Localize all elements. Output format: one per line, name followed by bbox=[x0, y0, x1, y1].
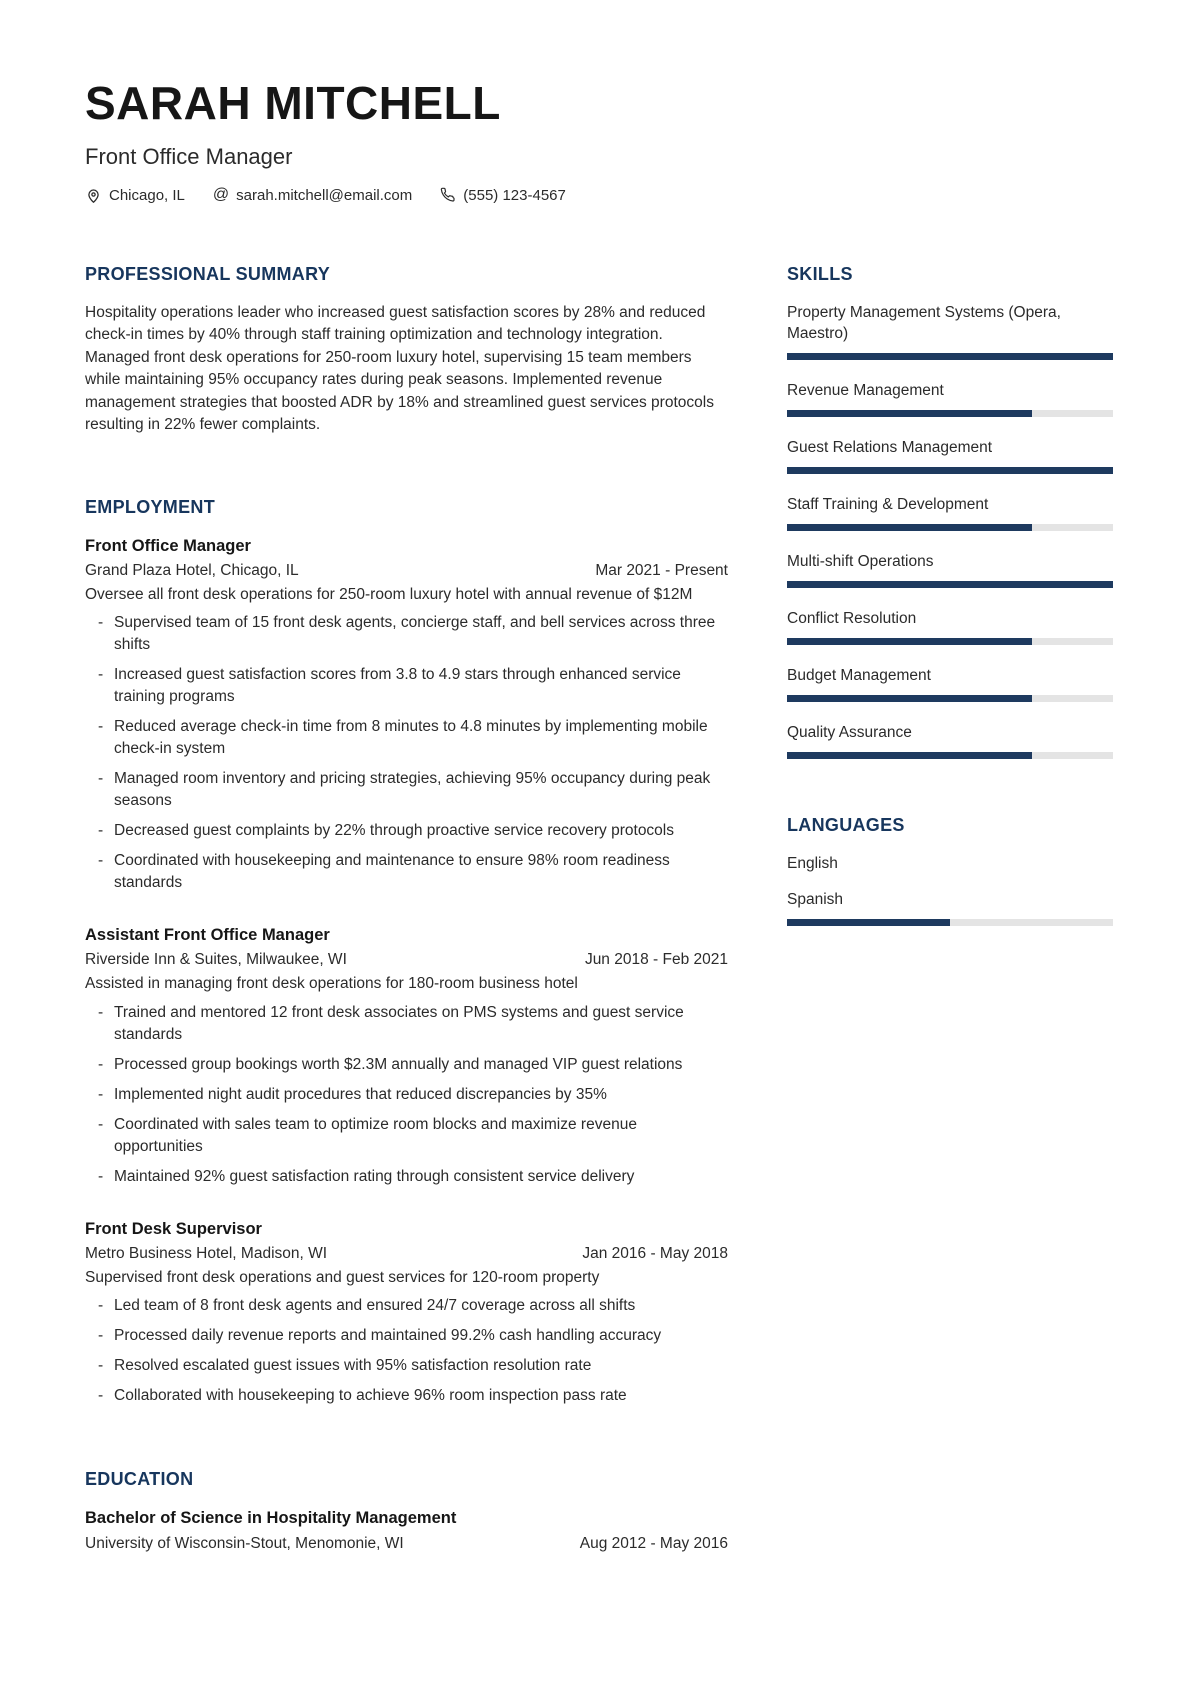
job-bullet-list bbox=[85, 612, 728, 894]
skill-bar bbox=[787, 467, 1113, 474]
bullet-dash: - bbox=[98, 1357, 104, 1375]
skill-item bbox=[787, 380, 1113, 417]
job-bullet bbox=[85, 1114, 728, 1158]
job-entry bbox=[85, 924, 728, 1188]
language-bar bbox=[787, 919, 1113, 926]
contact-row bbox=[85, 187, 1113, 204]
education-heading: EDUCATION bbox=[85, 1469, 194, 1490]
skill-bar bbox=[787, 353, 1113, 360]
job-bullet-list bbox=[85, 1002, 728, 1188]
job-bullet bbox=[85, 1385, 728, 1407]
language-label: Spanish bbox=[787, 890, 844, 908]
skill-label: Multi-shift Operations bbox=[787, 552, 934, 570]
skill-item bbox=[787, 494, 1113, 531]
bullet-text: Maintained 92% guest satisfaction rating through consistent service delivery bbox=[114, 1167, 635, 1185]
languages-heading: LANGUAGES bbox=[787, 814, 905, 835]
bullet-text: Collaborated with housekeeping to achieve 96% room inspection pass rate bbox=[114, 1387, 627, 1405]
education-entry bbox=[85, 1507, 728, 1555]
bullet-dash: - bbox=[98, 1003, 104, 1021]
skill-bar bbox=[787, 695, 1113, 702]
skill-label: Staff Training & Development bbox=[787, 495, 989, 513]
summary-section bbox=[85, 264, 728, 437]
skill-label: Budget Management bbox=[787, 666, 931, 684]
skill-bar bbox=[787, 524, 1113, 531]
bullet-dash: - bbox=[98, 1115, 104, 1133]
bullet-text: Reduced average check-in time from 8 minutes to 4.8 minutes by implementing mobile check-in system bbox=[114, 718, 708, 758]
job-meta-row bbox=[85, 949, 728, 971]
skill-item bbox=[787, 722, 1113, 759]
phone-text: (555) 123-4567 bbox=[463, 186, 566, 204]
email-text: sarah.mitchell@email.com bbox=[236, 186, 413, 204]
skill-item bbox=[787, 665, 1113, 702]
education-meta-row bbox=[85, 1533, 728, 1555]
job-bullet bbox=[85, 1355, 728, 1377]
phone-icon bbox=[440, 187, 456, 203]
bullet-text: Increased guest satisfaction scores from 3.8 to 4.9 stars through enhanced service training programs bbox=[114, 666, 681, 706]
job-dates: Jun 2018 - Feb 2021 bbox=[584, 951, 728, 969]
language-item bbox=[787, 889, 1113, 926]
job-meta-row bbox=[85, 1243, 728, 1265]
job-description: Oversee all front desk operations for 250-room luxury hotel with annual revenue of $12M bbox=[85, 585, 693, 603]
job-bullet bbox=[85, 768, 728, 812]
job-title: Front Office Manager bbox=[85, 536, 251, 555]
skill-label: Conflict Resolution bbox=[787, 609, 917, 627]
jobs-list bbox=[85, 535, 728, 1408]
job-bullet bbox=[85, 1325, 728, 1347]
bullet-dash: - bbox=[98, 614, 104, 632]
bullet-text: Resolved escalated guest issues with 95% satisfaction resolution rate bbox=[114, 1357, 592, 1375]
bullet-dash: - bbox=[98, 1327, 104, 1345]
sidebar-column bbox=[787, 264, 1113, 1556]
skill-bar-fill bbox=[787, 524, 1032, 531]
contact-location bbox=[85, 187, 185, 204]
at-icon: @ bbox=[212, 186, 230, 204]
job-bullet bbox=[85, 664, 728, 708]
bullet-text: Coordinated with sales team to optimize room blocks and maximize revenue opportunities bbox=[114, 1115, 637, 1155]
bullet-text: Supervised team of 15 front desk agents, concierge staff, and bell services across three shifts bbox=[114, 614, 716, 654]
bullet-dash: - bbox=[98, 666, 104, 684]
skill-label: Guest Relations Management bbox=[787, 438, 993, 456]
school-name: University of Wisconsin-Stout, Menomonie, WI bbox=[85, 1535, 404, 1553]
company-name: Riverside Inn & Suites, Milwaukee, WI bbox=[85, 951, 347, 969]
skill-bar-fill bbox=[787, 410, 1032, 417]
job-dates: Mar 2021 - Present bbox=[595, 561, 728, 579]
job-bullet bbox=[85, 1002, 728, 1046]
job-bullet bbox=[85, 820, 728, 842]
bullet-text: Coordinated with housekeeping and maintenance to ensure 98% room readiness standards bbox=[114, 852, 670, 892]
content-columns bbox=[85, 264, 1113, 1556]
skill-item bbox=[787, 608, 1113, 645]
employment-heading: EMPLOYMENT bbox=[85, 496, 216, 517]
skills-list bbox=[787, 302, 1113, 759]
bullet-dash: - bbox=[98, 770, 104, 788]
skill-bar-fill bbox=[787, 638, 1032, 645]
job-entry bbox=[85, 1218, 728, 1408]
job-bullet bbox=[85, 716, 728, 760]
bullet-text: Managed room inventory and pricing strategies, achieving 95% occupancy during peak seasons bbox=[114, 770, 711, 810]
location-pin-icon bbox=[85, 187, 102, 204]
employment-section bbox=[85, 497, 728, 1408]
bullet-dash: - bbox=[98, 718, 104, 736]
job-description: Assisted in managing front desk operations for 180-room business hotel bbox=[85, 975, 578, 993]
contact-email bbox=[213, 187, 412, 204]
languages-list bbox=[787, 853, 1113, 926]
bullet-dash: - bbox=[98, 822, 104, 840]
job-dates: Jan 2016 - May 2018 bbox=[582, 1244, 728, 1262]
bullet-dash: - bbox=[98, 1085, 104, 1103]
bullet-text: Implemented night audit procedures that reduced discrepancies by 35% bbox=[114, 1085, 607, 1103]
bullet-dash: - bbox=[98, 1167, 104, 1185]
job-bullet bbox=[85, 1166, 728, 1188]
skill-bar-fill bbox=[787, 581, 1113, 588]
skill-bar-fill bbox=[787, 695, 1032, 702]
bullet-text: Led team of 8 front desk agents and ensured 24/7 coverage across all shifts bbox=[114, 1297, 636, 1315]
bullet-text: Decreased guest complaints by 22% through proactive service recovery protocols bbox=[114, 822, 674, 840]
job-bullet bbox=[85, 1054, 728, 1076]
education-section bbox=[85, 1469, 728, 1555]
job-description: Supervised front desk operations and guest services for 120-room property bbox=[85, 1268, 600, 1286]
job-meta-row bbox=[85, 560, 728, 582]
contact-phone bbox=[440, 187, 566, 204]
job-bullet bbox=[85, 1295, 728, 1317]
job-bullet bbox=[85, 1084, 728, 1106]
resume-header bbox=[85, 78, 1113, 204]
languages-section bbox=[787, 815, 1113, 926]
skill-label: Quality Assurance bbox=[787, 723, 912, 741]
bullet-text: Processed daily revenue reports and maintained 99.2% cash handling accuracy bbox=[114, 1327, 662, 1345]
language-label: English bbox=[787, 854, 838, 872]
skill-bar-fill bbox=[787, 467, 1113, 474]
bullet-text: Processed group bookings worth $2.3M annually and managed VIP guest relations bbox=[114, 1055, 683, 1073]
company-name: Metro Business Hotel, Madison, WI bbox=[85, 1244, 328, 1262]
summary-text: Hospitality operations leader who increased guest satisfaction scores by 28% and reduced check-in times by 40% through staff training optimization and technology integration. Managed front desk operations for 250-room luxury hotel, supervising 15 team members while maintaining 95% occupancy rates during peak seasons. Implemented revenue management strategies that boosted ADR by 18% and streamlined guest services protocols resulting in 22% fewer complaints. bbox=[85, 303, 714, 434]
job-entry bbox=[85, 535, 728, 895]
skill-label: Revenue Management bbox=[787, 381, 944, 399]
education-dates: Aug 2012 - May 2016 bbox=[579, 1535, 728, 1553]
person-name: SARAH MITCHELL bbox=[85, 77, 501, 129]
skill-item bbox=[787, 551, 1113, 588]
bullet-dash: - bbox=[98, 1055, 104, 1073]
language-bar-fill bbox=[787, 919, 950, 926]
person-job-title: Front Office Manager bbox=[85, 143, 293, 169]
summary-heading: PROFESSIONAL SUMMARY bbox=[85, 263, 331, 284]
bullet-dash: - bbox=[98, 1387, 104, 1405]
main-column bbox=[85, 264, 728, 1556]
skill-bar-fill bbox=[787, 353, 1113, 360]
company-name: Grand Plaza Hotel, Chicago, IL bbox=[85, 561, 299, 579]
skill-bar bbox=[787, 638, 1113, 645]
skills-section bbox=[787, 264, 1113, 759]
language-item bbox=[787, 853, 1113, 874]
job-bullet-list bbox=[85, 1295, 728, 1407]
job-title: Assistant Front Office Manager bbox=[85, 926, 330, 945]
bullet-dash: - bbox=[98, 1297, 104, 1315]
skill-bar-fill bbox=[787, 752, 1032, 759]
skill-bar bbox=[787, 581, 1113, 588]
job-bullet bbox=[85, 850, 728, 894]
skill-item bbox=[787, 302, 1113, 360]
skill-label: Property Management Systems (Opera, Maestro) bbox=[787, 303, 1061, 342]
skills-heading: SKILLS bbox=[787, 263, 853, 284]
bullet-text: Trained and mentored 12 front desk associates on PMS systems and guest service standards bbox=[114, 1003, 684, 1043]
skill-bar bbox=[787, 752, 1113, 759]
job-title: Front Desk Supervisor bbox=[85, 1219, 262, 1238]
degree-title: Bachelor of Science in Hospitality Management bbox=[85, 1509, 457, 1528]
job-bullet bbox=[85, 612, 728, 656]
location-text: Chicago, IL bbox=[109, 186, 185, 204]
skill-bar bbox=[787, 410, 1113, 417]
bullet-dash: - bbox=[98, 852, 104, 870]
skill-item bbox=[787, 437, 1113, 474]
